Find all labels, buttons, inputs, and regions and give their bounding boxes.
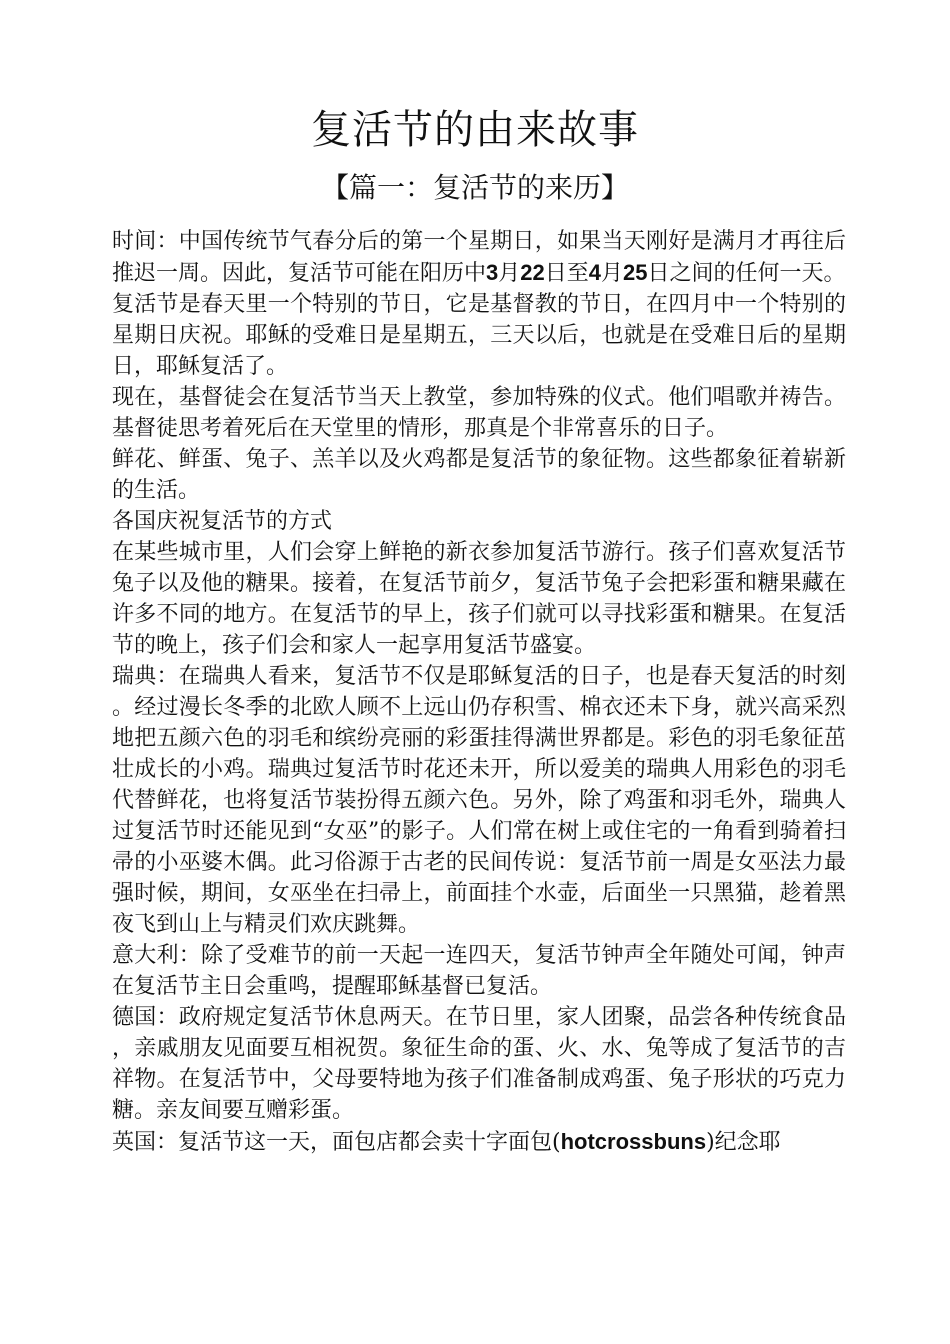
latin-run: hotcrossbuns	[560, 1129, 707, 1154]
text-run: 日至	[544, 261, 589, 286]
text-run: 月	[601, 261, 624, 286]
section-heading: 【篇一：复活节的来历】	[320, 171, 629, 204]
paragraph-italy: 意大利：除了受难节的前一天起一连四天，复活节钟声全年随处可闻，钟声在复活节主日会重鸣，提醒耶稣基督已复活。	[112, 943, 846, 999]
paragraph-origin: 复活节是春天里一个特别的节日，它是基督教的节日，在四月中一个特别的星期日庆祝。耶稣的受难日是星期五，三天以后，也就是在受难日后的星期日，耶稣复活了。	[112, 292, 846, 379]
paragraph-church: 现在，基督徒会在复活节当天上教堂，参加特殊的仪式。他们唱歌并祷告。基督徒思考着死后在天堂里的情形，那真是个非常喜乐的日子。	[112, 385, 846, 441]
paragraph-sweden: 瑞典：在瑞典人看来，复活节不仅是耶稣复活的日子，也是春天复活的时刻。经过漫长冬季的北欧人顾不上远山仍存积雪、棉衣还未下身，就兴高采烈地把五颜六色的羽毛和缤纷亮丽的彩蛋挂得满世界都是。彩色的羽毛象征茁壮成长的小鸡。瑞典过复活节时花还未开，所以爱美的瑞典人用彩色的羽毛代替鲜花，也将复活节装扮得五颜六色。另外，除了鸡蛋和羽毛外，瑞典人过复活节时还能见到“女巫”的影子。人们常在树上或住宅的一角看到骑着扫帚的小巫婆木偶。此习俗源于古老的民间传说：复活节前一周是女巫法力最强时候，期间，女巫坐在扫帚上，前面挂个水壶，后面坐一只黑猫，趁着黑夜飞到山上与精灵们欢庆跳舞。	[112, 664, 846, 937]
number-run: 25	[623, 260, 648, 285]
paragraph-cities: 在某些城市里，人们会穿上鲜艳的新衣参加复活节游行。孩子们喜欢复活节兔子以及他的糖果。接着，在复活节前夕，复活节兔子会把彩蛋和糖果藏在许多不同的地方。在复活节的早上，孩子们就可以寻找彩蛋和糖果。在复活节的晚上，孩子们会和家人一起享用复活节盛宴。	[112, 540, 846, 658]
text-run: 月	[498, 261, 521, 286]
text-run: 英国：复活节这一天，面包店都会卖十字面包(	[112, 1130, 561, 1155]
text-run: 时间：中国传统节气春分后的第一个星期日，如果当天刚好是满月才再往后推迟一周。因此，复活节可能在阳历中	[112, 229, 846, 286]
number-run: 3	[486, 260, 499, 285]
paragraph-germany: 德国：政府规定复活节休息两天。在节日里，家人团聚，品尝各种传统食品，亲戚朋友见面要互相祝贺。象征生命的蛋、火、水、兔等成了复活节的吉祥物。在复活节中，父母要特地为孩子们准备制成鸡蛋、兔子形状的巧克力糖。亲友间要互赠彩蛋。	[112, 1005, 846, 1123]
document-body	[112, 226, 846, 1158]
number-run: 4	[588, 260, 602, 285]
paragraph-subheading: 各国庆祝复活节的方式	[112, 509, 333, 534]
paragraph-england	[112, 1126, 846, 1158]
text-run: )纪念耶	[706, 1130, 781, 1155]
paragraph-symbols: 鲜花、鲜蛋、兔子、羔羊以及火鸡都是复活节的象征物。这些都象征着崭新的生活。	[112, 447, 846, 503]
document-title: 复活节的由来故事	[311, 107, 639, 153]
paragraph-date	[112, 226, 846, 289]
number-run: 22	[520, 260, 545, 285]
text-run: 日之间的任何一天。	[647, 261, 846, 286]
